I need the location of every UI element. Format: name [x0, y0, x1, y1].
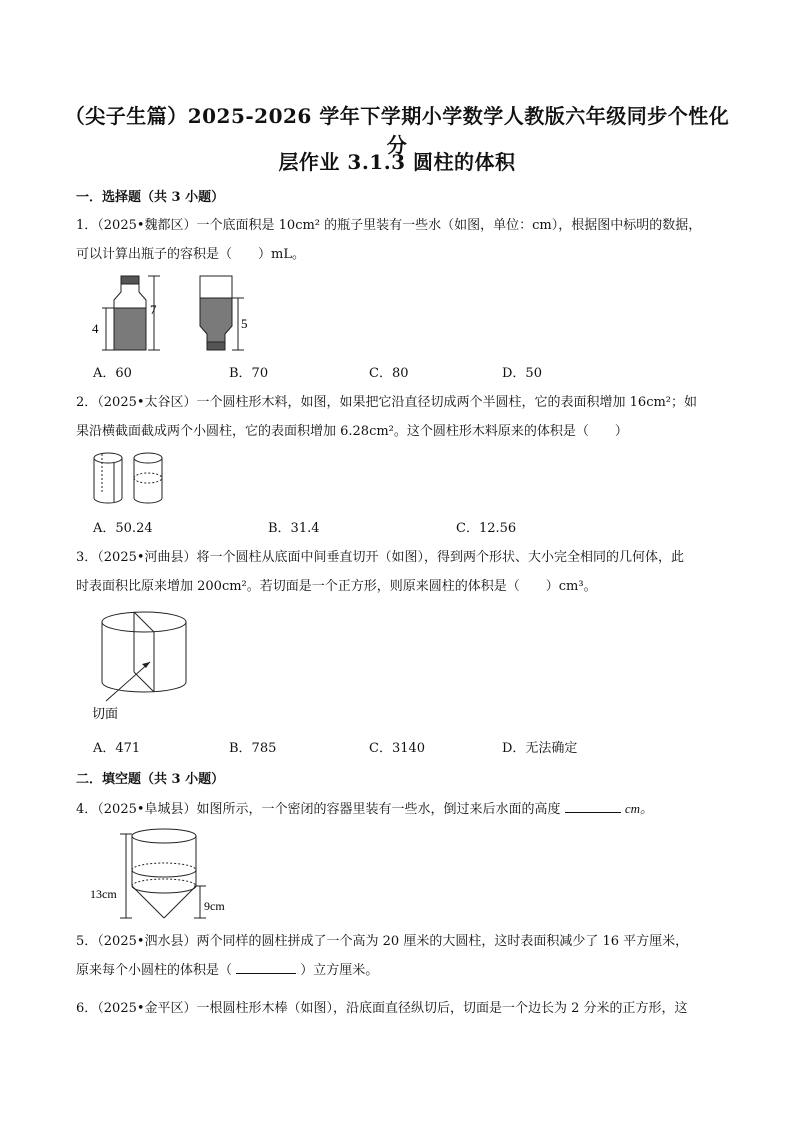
question-6 [76, 994, 726, 1023]
question-4-line1: 4．（2025•阜城县）如图所示，一个密闭的容器里装有一些水，倒过来后水面的高度 [76, 802, 561, 817]
question-2-options [93, 517, 733, 537]
total-height-label: 13cm [90, 887, 117, 901]
option-b[interactable]: B．31.4 [268, 521, 320, 536]
question-3-line1: 3．（2025•河曲县）将一个圆柱从底面中间垂直切开（如图），得到两个形状、大小完全相同的几何体，此 [76, 550, 685, 565]
section-choice-heading: 一．选择题（共 3 小题） [76, 190, 225, 205]
option-d[interactable]: D．无法确定 [502, 741, 578, 756]
option-c[interactable]: C．12.56 [456, 521, 517, 536]
question-4 [76, 794, 726, 824]
option-a[interactable]: A．50.24 [93, 521, 153, 536]
right-total-label: 7 [150, 302, 157, 317]
question-2-line1: 2．（2025•太谷区）一个圆柱形木料，如图，如果把它沿直径切成两个半圆柱，它的表面积增加 16cm²；如 [76, 395, 698, 410]
option-a[interactable]: A．60 [93, 366, 132, 381]
question-5-line1: 5．（2025•泗水县）两个同样的圆柱拼成了一个高为 20 厘米的大圆柱，这时表面积减少了 16 平方厘米， [76, 934, 689, 949]
question-3-line2: 时表面积比原来增加 200cm²。若切面是一个正方形，则原来圆柱的体积是（ ）cm³。 [76, 579, 597, 594]
question-2 [76, 388, 726, 446]
question-5 [76, 927, 726, 985]
option-b[interactable]: B．785 [229, 741, 277, 756]
option-c[interactable]: C．3140 [369, 741, 426, 756]
section-label: 切面 [92, 707, 119, 722]
question-1-line2: 可以计算出瓶子的容积是（ ）mL。 [76, 247, 305, 262]
option-b[interactable]: B．70 [229, 366, 269, 381]
option-d[interactable]: D．50 [502, 366, 542, 381]
section-fill-heading: 二．填空题（共 3 小题） [76, 772, 225, 787]
option-c[interactable]: C．80 [369, 366, 409, 381]
container-figure [90, 826, 240, 922]
question-6-line1: 6．（2025•金平区）一根圆柱形木棒（如图），沿底面直径纵切后，切面是一个边长为 2 分米的正方形，这 [76, 1001, 688, 1016]
page-title-line2: 层作业 3.1.3 圆柱的体积 [278, 150, 516, 174]
answer-blank-4[interactable] [565, 800, 621, 813]
question-5-line2: 原来每个小圆柱的体积是（ ）立方厘米。 [76, 963, 379, 978]
option-a[interactable]: A．471 [93, 741, 141, 756]
cylinder-cut-figure [90, 450, 170, 508]
question-3 [76, 543, 726, 601]
lower-height-label: 9cm [204, 899, 225, 913]
right-bottom-label: 5 [241, 316, 248, 331]
question-1-line1: 1．（2025•魏都区）一个底面积是 10cm² 的瓶子里装有一些水（如图，单位：cm），根据图中标明的数据， [76, 218, 702, 233]
question-1-options [93, 362, 733, 382]
page-title-line1: （尖子生篇）2025-2026 学年下学期小学数学人教版六年级同步个性化分 [64, 104, 730, 157]
bottle-figure [86, 270, 256, 354]
left-height-label: 4 [92, 321, 99, 336]
cylinder-section-figure [88, 606, 198, 722]
question-4-unit: cm。 [624, 801, 653, 816]
question-1 [76, 211, 726, 269]
question-3-options [93, 737, 733, 757]
question-2-line2: 果沿横截面截成两个小圆柱，它的表面积增加 6.28cm²。这个圆柱形木料原来的体积是（ ） [76, 424, 628, 439]
answer-blank-5[interactable] [236, 961, 296, 974]
